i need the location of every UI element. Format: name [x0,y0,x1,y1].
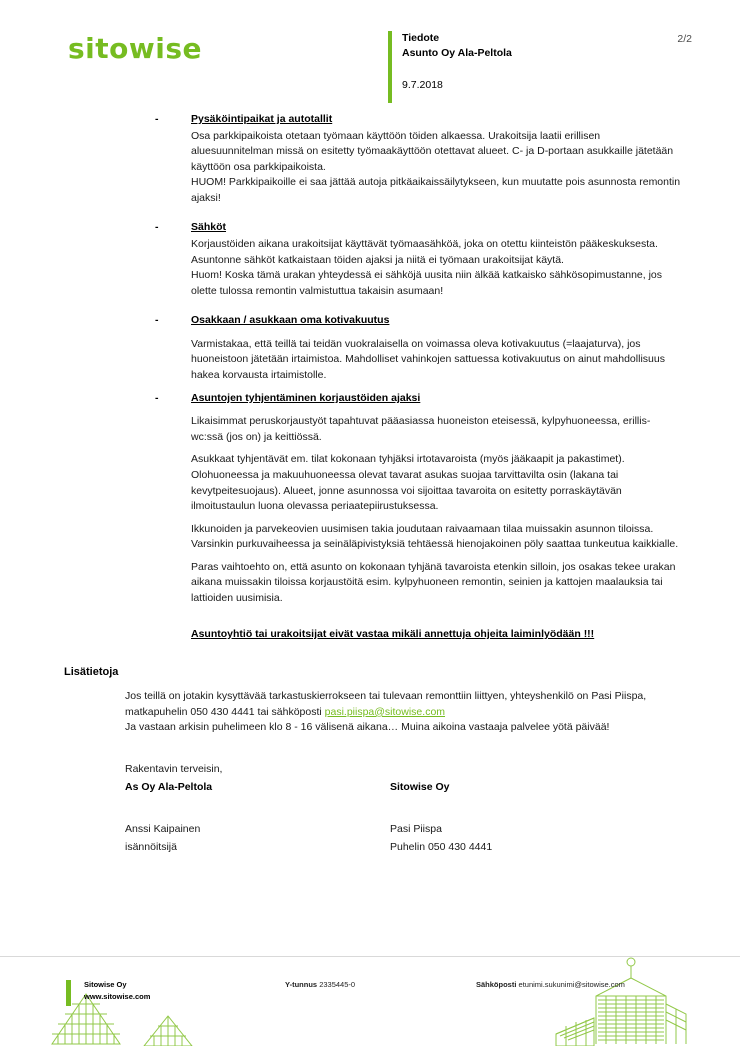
signature-left-company: As Oy Ala-Peltola [125,780,213,793]
section-paragraph: Ikkunoiden ja parvekeovien uusimisen takia joudutaan raivaamaan tilaa muissakin asunnon tiloissa. Varsinkin purkuvaiheessa ja seinäläpivistyksiä tehtäessä hienojakoinen pöly saattaa tunkeutua kaikkialle. [191,522,679,551]
signature-right-phone: Puhelin 050 430 4441 [390,840,493,853]
section-paragraph: Varmistakaa, että teillä tai teidän vuokralaisella on voimassa oleva kotivakuutus (=laajaturva), jos huoneistoon jätetään irtaimistoa. Mahdolliset vahinkojen sattuessa kotivakuutus on ainut mahdollisuus hakea korvausta irtaimistolle. [191,337,665,382]
document-body [0,112,740,858]
additional-info-line1: Jos teillä on jotakin kysyttävää tarkastuskierrokseen tai tulevaan remonttiin liittyen, yhteyshenkilö on Pasi Piispa, matkapuhelin 050 430 4441 tai sähköposti [125,690,647,718]
triangles-decoration-icon [48,990,278,1046]
additional-info-body [0,689,740,736]
footer-email-label: Sähköposti [476,980,517,989]
footer-email-value: etunimi.sukunimi@sitowise.com [518,980,625,989]
bullet-dash: - [155,391,159,404]
signature-right-name: Pasi Piispa [390,822,442,835]
section-heading: Osakkaan / asukkaan oma kotivakuutus [191,314,390,327]
bullet-dash: - [155,221,159,234]
section-emptying-apartments [0,391,740,607]
section-heading: Asuntojen tyhjentäminen korjaustöiden ajaksi [191,391,421,404]
signature-block [0,762,740,858]
footer-company-info [84,979,150,1002]
signature-company-row [125,780,700,798]
additional-info-line2: Ja vastaan arkisin puhelimeen klo 8 - 16 välisenä aikana… Muina aikoina vastaaja palvelee yötä päivää! [125,721,610,734]
footer-business-id [285,979,355,991]
section-heading: Pysäköintipaikat ja autotallit [191,113,333,125]
footer-ytunnus-value: 2335445-0 [319,980,356,989]
document-title: Tiedote [402,32,440,44]
signature-left-role: isännöitsijä [125,840,177,853]
footer-website[interactable]: www.sitowise.com [84,991,151,1001]
signature-greeting: Rakentavin terveisin, [125,762,223,775]
section-paragraph: Huom! Koska tämä urakan yhteydessä ei sähköjä uusita niin älkää katkaisko sähkösopimustanne, jos olette tulossa remontin valmistuttua takaisin asumaan! [191,269,663,297]
section-paragraph: HUOM! Parkkipaikoille ei saa jättää autoja pitkäaikaissäilytykseen, kun muutatte pois asunnosta remontin ajaksi! [191,176,681,204]
document-subtitle: Asunto Oy Ala-Peltola [402,47,512,59]
green-accent-bar [388,31,392,103]
document-header [0,0,740,112]
footer-green-bar [66,980,71,1006]
contact-email-link[interactable]: pasi.piispa@sitowise.com [324,705,446,718]
bullet-dash: - [155,314,159,327]
document-date: 9.7.2018 [402,79,443,91]
liability-warning: Asuntoyhtiö tai urakoitsijat eivät vastaa mikäli annettuja ohjeita laiminlyödään !!! [191,627,595,640]
section-paragraph: Korjaustöiden aikana urakoitsijat käyttävät työmaasähköä, joka on otettu kiinteistön pääkeskuksesta. Asuntonne sähköt katkaistaan töiden ajaksi ja niitä ei työmaan urakoitsijat käytä. [191,237,658,266]
signature-role-row [125,840,700,858]
bullet-dash: - [155,113,159,125]
sitowise-logo: sitowise [68,32,203,65]
section-home-insurance [0,313,740,383]
section-paragraph: Osa parkkipaikoista otetaan työmaan käyttöön töiden alkaessa. Urakoitsija laatii erillisen aluesuunnitelman missä on esitetty työmaakäyttöön otettavat alueet. C- ja D-portaan asukkaille jätetään käyttöön osa parkkipaikoista. [191,129,674,173]
section-heading: Sähköt [191,221,227,234]
section-paragraph: Likaisimmat peruskorjaustyöt tapahtuvat pääasiassa huoneiston eteisessä, kylpyhuoneessa, erillis-wc:ssä (jos on) ja keittiössä. [191,415,651,443]
signature-left-name: Anssi Kaipainen [125,822,201,835]
page-number: 2/2 [677,33,692,45]
section-parking [0,112,740,206]
signature-greeting-row [125,762,700,780]
document-meta [388,31,512,103]
section-paragraph: Asukkaat tyhjentävät em. tilat kokonaan tyhjäksi irtotavaroista (myös jääkaapit ja pakastimet). Olohuoneessa ja makuuhuoneessa olevat tavarat asukas suojaa tarvittavilta osin (lakana tai kevytpeitesuojaus). Alueet, jonne asunnossa voi sijoittaa tavaroita on esitetty porraskäytävän ilmoitustaulun luona olevassa periaatepiirustuksessa. [191,453,625,513]
additional-info-heading: Lisätietoja [64,666,119,679]
signature-name-row [125,822,700,840]
footer-company-name: Sitowise Oy [84,980,127,989]
section-electricity [0,220,740,299]
footer-ytunnus-label: Y-tunnus [285,980,318,989]
section-paragraph: Paras vaihtoehto on, että asunto on kokonaan tyhjänä tavaroista etenkin silloin, jos osakas tekee urakan aikana muissakin tiloissa korjaustöitä esim. kylpyhuoneen remontin, seinien ja kattojen maalauksia tai lattioiden uusimisia. [191,560,676,605]
signature-right-company: Sitowise Oy [390,780,450,793]
footer-email [476,979,625,991]
document-footer [0,956,740,1046]
building-decoration-icon [536,956,716,1046]
